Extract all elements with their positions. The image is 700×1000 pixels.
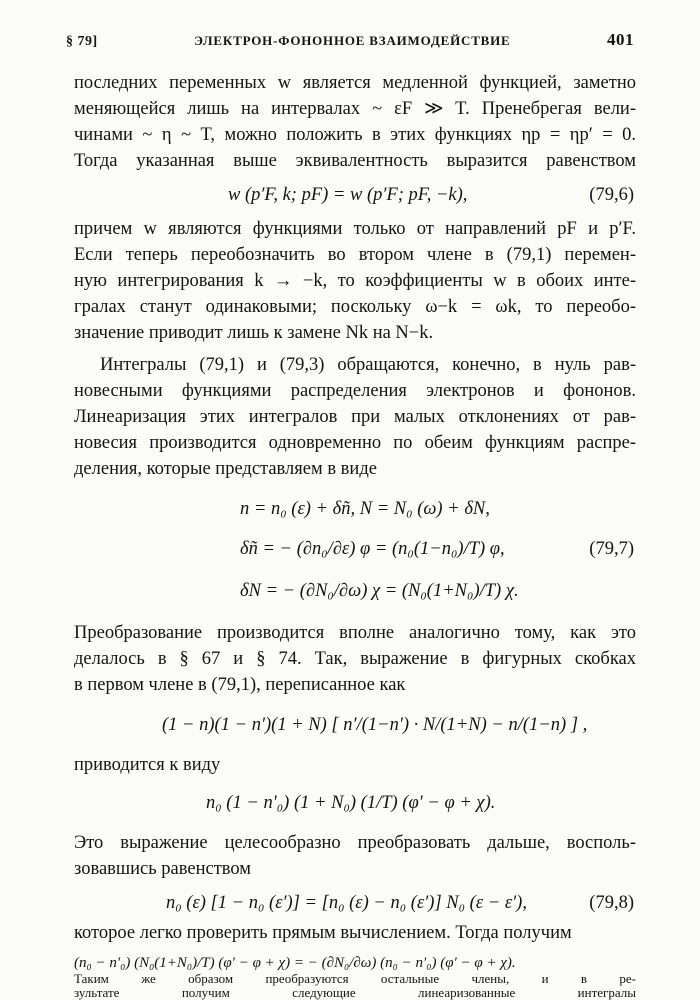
text-line: гралах станут одинаковыми; поскольку ω−k = ωk, то переобо- (74, 297, 636, 317)
equation-79-6: w (p′F, k; pF) = w (p′F; pF, −k), (228, 185, 468, 205)
equation-79-8: n₀ (ε) [1 − n₀ (ε′)] = [n₀ (ε) − n₀ (ε′)] N₀ (ε − ε′), (166, 893, 527, 913)
equation-79-7-line2: δñ = − (∂n₀/∂ε) φ = (n₀(1−n₀)/T) φ, (240, 539, 505, 559)
equation-number: (79,8) (589, 893, 634, 913)
text-line: делалось в § 67 и § 74. Так, выражение в фигурных скобках (74, 649, 636, 669)
equation-79-7-line3: δN = − (∂N₀/∂ω) χ = (N₀(1+N₀)/T) χ. (240, 581, 519, 601)
text-line: последних переменных w является медленной функцией, заметно (74, 73, 636, 93)
page-number: 401 (606, 30, 634, 49)
running-title: ЭЛЕКТРОН-ФОНОННОЕ ВЗАИМОДЕЙСТВИЕ (194, 33, 511, 48)
text-line: Это выражение целесообразно преобразовать дальше, восполь- (74, 833, 636, 853)
text-line: Преобразование производится вполне аналогично тому, как это (74, 623, 636, 643)
text-line: Интегралы (79,1) и (79,3) обращаются, конечно, в нуль рав- (100, 355, 636, 375)
text-line: которое легко проверить прямым вычислением. Тогда получим (74, 923, 572, 943)
text-line: приводится к виду (74, 755, 221, 775)
equation-number: (79,7) (589, 539, 634, 559)
text-line: чинами ~ η ~ T, можно положить в этих функциях ηp = ηp′ = 0. (74, 125, 636, 145)
equation-reduced-form: n₀ (1 − n′₀) (1 + N₀) (1/T) (φ′ − φ + χ). (206, 793, 496, 813)
text-line: ную интегрирования k → −k, то коэффициенты w в обоих инте- (74, 271, 636, 291)
text-line: Тогда указанная выше эквивалентность выразится равенством (74, 151, 636, 171)
equation-bracket-expression: (1 − n)(1 − n′)(1 + N) [ n′/(1−n′) · N/(1+N) − n/(1−n) ] , (162, 715, 588, 735)
text-line: значение приводит лишь к замене Nk на N−k. (74, 323, 434, 343)
text-line: зовавшись равенством (74, 859, 252, 879)
text-line: меняющейся лишь на интервалах ~ εF ≫ T. Пренебрегая вели- (74, 99, 636, 119)
equation-result: (n₀ − n′₀) (N₀(1+N₀)/T) (φ′ − φ + χ) = − (∂N₀/∂ω) (n₀ − n′₀) (φ′ − φ + χ). (74, 955, 516, 971)
equation-number: (79,6) (589, 185, 634, 205)
text-line: причем w являются функциями только от направлений pF и p′F. (74, 219, 636, 239)
text-line: зультате получим следующие линеаризованные интегралы (74, 986, 636, 1000)
text-line: деления, которые представляем в виде (74, 459, 377, 479)
text-line: Таким же образом преобразуются остальные члены, и в ре- (74, 972, 636, 986)
text-line: в первом члене в (79,1), переписанное как (74, 675, 406, 695)
equation-79-7-line1: n = n₀ (ε) + δñ, N = N₀ (ω) + δN, (240, 499, 490, 519)
text-line: Линеаризация этих интегралов при малых отклонениях от рав- (74, 407, 636, 427)
text-line: новесными функциями распределения электронов и фононов. (74, 381, 636, 401)
text-line: новесия производится одновременно по обеим функциям распре- (74, 433, 636, 453)
running-head (66, 30, 634, 52)
text-line: Если теперь переобозначить во втором члене в (79,1) перемен- (74, 245, 636, 265)
section-ref: § 79] (66, 34, 98, 49)
